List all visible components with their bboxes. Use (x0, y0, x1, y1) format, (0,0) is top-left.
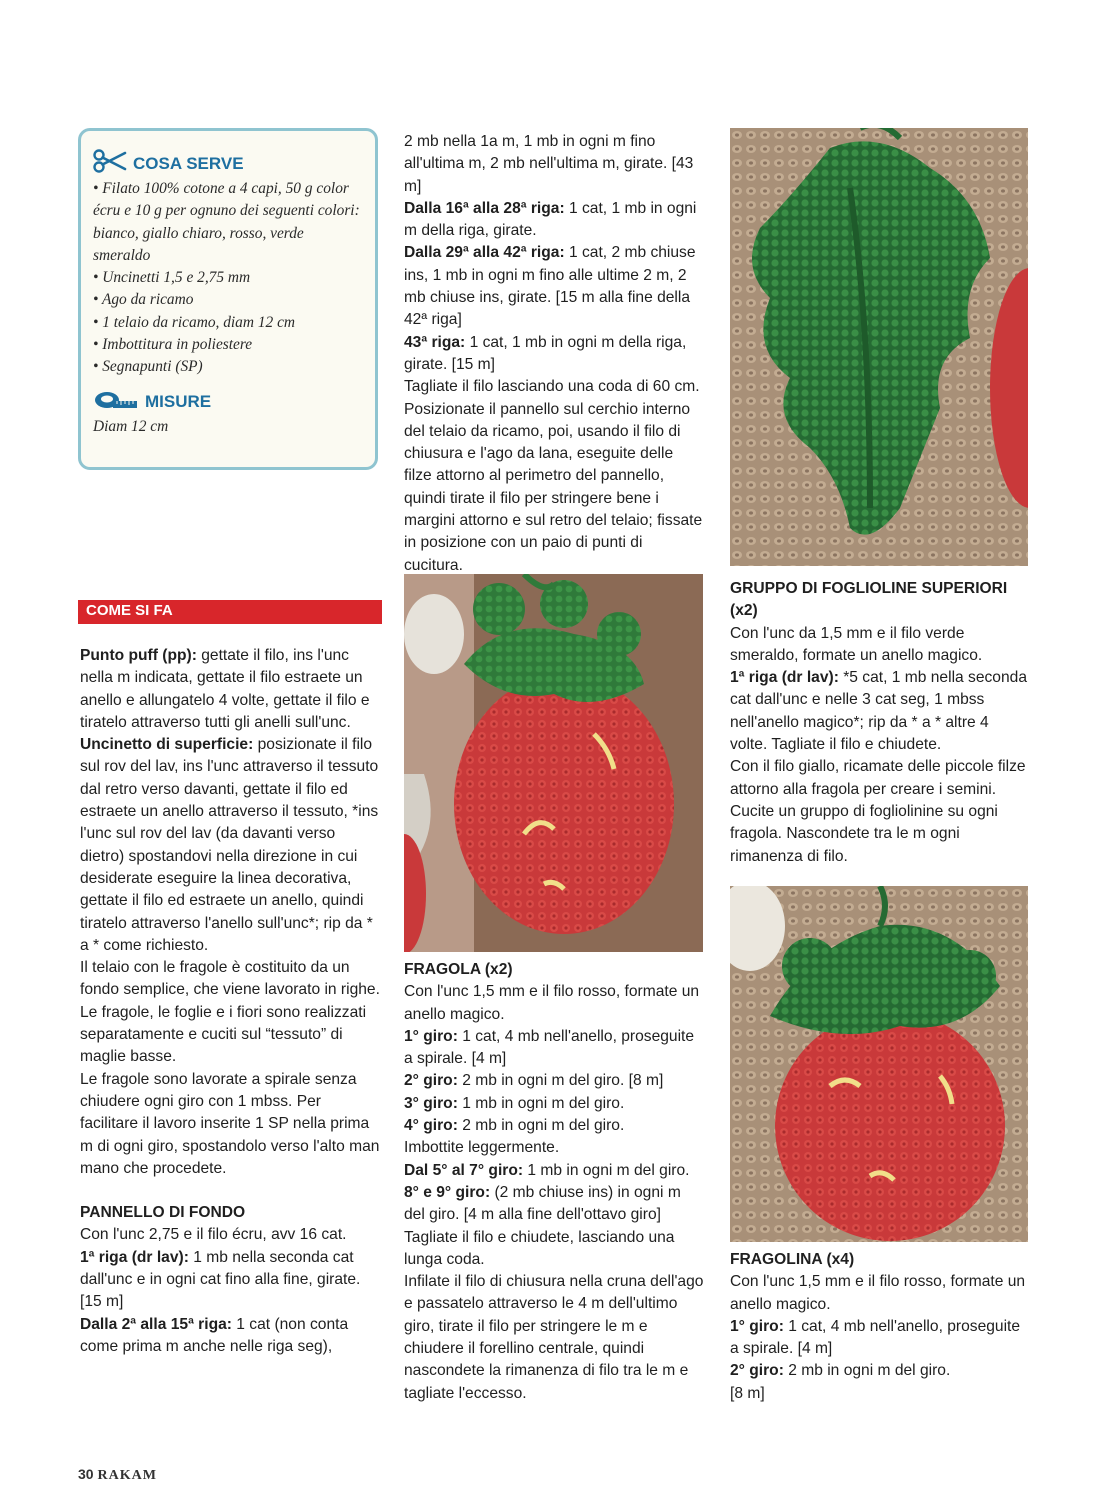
paragraph (404, 1182, 704, 1227)
paragraph: Con l'unc da 1,5 mm e il filo verde smeraldo, formate un anello magico. (730, 624, 983, 664)
list-item: • Imbottitura in poliestere (93, 336, 253, 354)
strawberry-photo (404, 574, 703, 952)
paragraph (404, 198, 704, 243)
section-heading: GRUPPO DI FOGLIOLINE SUPERIORI (x2) (730, 580, 1008, 620)
materials-box (78, 128, 378, 470)
paragraph (80, 645, 382, 734)
text: *5 cat, 1 mb nella seconda cat dall'unc e nelle 3 cat seg, 1 mbss nell'anello magico*; rip da * a * altre 4 volte. Tagliate il filo e chiudete. (730, 669, 1027, 754)
paragraph: Tagliate il filo lasciando una coda di 60 cm. Posizionate il pannello sul cerchio interno del telaio da ricamo, poi, usando il filo di chiusura e l'ago da lana, eseguite delle filze attorno al perimetro del pannello, quindi tirate il filo per stringere bene i margini attorno e sul retro del telaio; fissate in posizione con un paio di punti di cucitura. (404, 378, 703, 574)
paragraph: Tagliate il filo e chiudete, lasciando una lunga coda. (404, 1228, 675, 1268)
paragraph: Le fragole sono lavorate a spirale senza chiudere ogni giro con 1 mbss. Per facilitare il lavoro inserite 1 SP nella prima m di ogni giro, spostandolo verso l'alto man mano che procedete. (80, 1070, 380, 1177)
scissors-icon (93, 149, 127, 178)
paragraph: Con il filo giallo, ricamate delle piccole filze attorno alla fragola per creare i semini. Cucite un gruppo di fogliolinine su ogni fragola. Nascondete tra le m ogni rimanenza di filo. (730, 758, 1026, 865)
term: Dalla 29ª alla 42ª riga: (404, 244, 565, 262)
text: (2 mb chiuse ins) in ogni m del giro. [4 m alla fine dell'ottavo giro] (404, 1183, 681, 1224)
paragraph (80, 734, 382, 957)
paragraph (404, 332, 704, 377)
page-number: 30 (78, 1466, 94, 1482)
text: 1 mb in ogni m del giro. (523, 1161, 690, 1179)
term: 1° giro: (730, 1317, 784, 1335)
term: Dal 5° al 7° giro: (404, 1161, 524, 1179)
paragraph (404, 1093, 704, 1115)
paragraph (404, 1160, 704, 1182)
text: 1 cat (non conta come prima m anche nelle riga seg), (80, 1315, 349, 1355)
term: 1ª riga (dr lav): (730, 669, 839, 687)
leaf-photo (730, 128, 1028, 566)
paragraph (730, 667, 1030, 756)
small-strawberry-photo (730, 886, 1028, 1242)
list-item: • Filato 100% cotone a 4 capi, 50 g color écru e 10 g per ognuno dei seguenti colori: bianco, giallo chiaro, rosso, verde smeraldo (93, 180, 360, 264)
paragraph (80, 1314, 382, 1359)
list-item: • Uncinetti 1,5 e 2,75 mm (93, 269, 251, 287)
text: 1 mb nella seconda cat dall'unc e in ogni cat fino alla fine, girate. [15 m] (80, 1248, 361, 1311)
measures-header (93, 389, 363, 416)
text: 1 cat, 4 mb nell'anello, proseguite a spirale. [4 m] (404, 1027, 695, 1068)
tape-measure-icon (93, 389, 139, 416)
paragraph (80, 1247, 382, 1314)
paragraph: Il telaio con le fragole è costituito da un fondo semplice, che viene lavorato in righe. Le fragole, le foglie e i fiori sono realizzati separatamente e cuciti sul “tessuto” di maglie basse. (80, 959, 380, 1066)
text: 1 mb in ogni m del giro. (457, 1094, 625, 1112)
term: 1ª riga (dr lav): (80, 1248, 189, 1266)
paragraph: Con l'unc 2,75 e il filo écru, avv 16 cat. (80, 1226, 347, 1244)
text: 2 mb in ogni m del giro. [8 m] (457, 1072, 664, 1090)
paragraph: Imbottite leggermente. (404, 1139, 560, 1157)
term: Uncinetto di superficie: (80, 736, 254, 754)
paragraph (730, 1360, 1030, 1382)
text: 1 cat, 4 mb nell'anello, proseguite a spirale. [4 m] (730, 1317, 1021, 1358)
materials-header (93, 149, 363, 178)
term: Dalla 16ª alla 28ª riga: (404, 199, 565, 217)
paragraph: Con l'unc 1,5 mm e il filo rosso, formate un anello magico. (730, 1273, 1026, 1313)
section-heading: FRAGOLINA (x4) (730, 1251, 855, 1268)
list-item: • 1 telaio da ricamo, diam 12 cm (93, 313, 296, 331)
term: 2° giro: (730, 1362, 784, 1380)
paragraph: [8 m] (730, 1384, 765, 1402)
paragraph (404, 1026, 704, 1071)
page-footer (78, 1466, 157, 1484)
paragraph (404, 1115, 704, 1137)
term: 1° giro: (404, 1027, 458, 1045)
column-3-bottom (730, 1249, 1030, 1405)
term: 2° giro: (404, 1072, 458, 1090)
text: 1 cat, 1 mb in ogni m della riga, girate. [15 m] (404, 333, 687, 373)
column-1 (80, 645, 382, 1358)
term: Dalla 2ª alla 15ª riga: (80, 1315, 232, 1333)
measures-text: Diam 12 cm (93, 417, 169, 435)
paragraph: 2 mb nella 1a m, 1 mb in ogni m fino all'ultima m, 2 mb nell'ultima m, girate. [43 m] (404, 133, 694, 195)
section-bar-come-si-fa: COME SI FA (78, 600, 382, 624)
term: 4° giro: (404, 1117, 458, 1135)
section-heading: FRAGOLA (x2) (404, 961, 513, 978)
term: 8° e 9° giro: (404, 1183, 491, 1201)
paragraph: Infilate il filo di chiusura nella cruna dell'ago e passatelo attraverso le 4 m dell'ultimo giro, tirate il filo per stringere le m e chiudere il forellino centrale, quindi nascondete la rimanenza di filo tra le m e tagliate l'eccesso. (404, 1273, 704, 1402)
paragraph (730, 1316, 1030, 1361)
term: 43ª riga: (404, 333, 466, 351)
section-heading: PANNELLO DI FONDO (80, 1204, 246, 1222)
text: 1 cat, 2 mb chiuse ins, 1 mb in ogni m fino alle ultime 2 m, 2 mb chiuse ins, girate. [15 m alla fine della 42ª riga] (404, 244, 696, 329)
column-2-bottom (404, 959, 704, 1405)
list-item: • Segnapunti (SP) (93, 358, 203, 376)
column-2-top (404, 131, 704, 577)
text: 1 cat, 1 mb in ogni m della riga, girate. (404, 199, 697, 240)
paragraph (404, 1070, 704, 1092)
materials-title: COSA SERVE (133, 153, 244, 173)
text: 2 mb in ogni m del giro. (457, 1117, 625, 1135)
column-3-top (730, 578, 1030, 868)
term: Punto puff (pp): (80, 647, 197, 664)
text: posizionate il filo sul rov del lav, ins l'unc attraverso il tessuto dal retro verso davanti, gettate il filo ed estraete un anello attraverso il tessuto, *ins l'unc sul rov del lav (da davanti verso dietro) spostandovi nella direzione in cui desiderate eseguire la linea decorativa, gettate il filo ed estraete un anello, quindi tiratelo attraverso l'anello sull'unc*; rip da * a * come richiesto. (80, 736, 379, 954)
magazine-brand: RAKAM (97, 1468, 157, 1483)
term: 3° giro: (404, 1094, 458, 1112)
list-item: • Ago da ricamo (93, 291, 194, 309)
measures-title: MISURE (145, 392, 212, 412)
text: gettate il filo, ins l'unc nella m indicata, gettate il filo estraete un anello e allungatelo 4 volte, gettate il filo e tiratelo attraverso tutti gli anelli sull'unc. (80, 647, 370, 731)
materials-list (93, 178, 363, 379)
paragraph (404, 242, 704, 331)
paragraph: Con l'unc 1,5 mm e il filo rosso, formate un anello magico. (404, 983, 700, 1023)
text: 2 mb in ogni m del giro. (783, 1362, 951, 1380)
